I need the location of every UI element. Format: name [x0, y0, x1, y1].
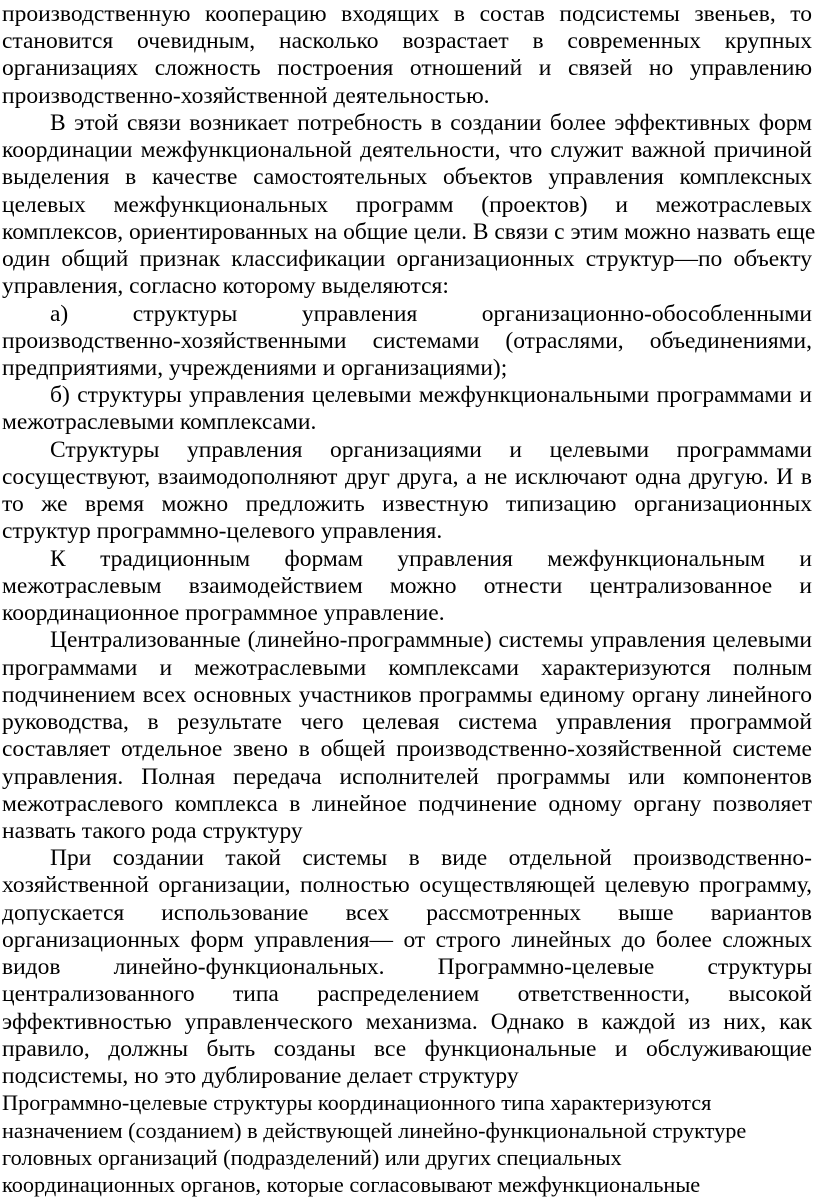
text-line: координационное программное управление. [2, 600, 445, 626]
text-line: б) структуры управления целевыми межфункциональными программами и [50, 382, 812, 408]
text-line: назначением (созданием) в действующей линейно-функциональной структуре [2, 1118, 747, 1143]
text-line: При создании такой системы в виде отдельной производственно- [50, 845, 812, 871]
text-line: правило, должны быть созданы все функциональные и обслуживающие [2, 1036, 812, 1062]
text-line: производственную кооперацию входящих в состав подсистемы звеньев, то [2, 1, 812, 27]
text-line: В этой связи возникает потребность в создании более эффективных форм [50, 110, 812, 136]
text-line: межотраслевого комплекса в линейное подчинение одному органу позволяет [2, 791, 812, 817]
text-line: подчинением всех основных участников программы единому органу линейного [2, 682, 812, 708]
text-line: комплексов, ориентированных на общие цели. В связи с этим можно назвать еще [2, 219, 816, 245]
text-line: производственно-хозяйственной деятельностью. [2, 83, 490, 109]
text-line: Структуры управления организациями и целевыми программами [50, 437, 812, 463]
text-line: выделения в качестве самостоятельных объектов управления комплексных [2, 164, 812, 190]
text-line: межотраслевыми комплексами. [2, 409, 317, 435]
text-line: управления. Полная передача исполнителей программы или компонентов [2, 764, 812, 790]
text-line: структур программно-целевого управления. [2, 518, 443, 544]
text-line: Программно-целевые структуры координационного типа характеризуются [2, 1090, 712, 1115]
text-line: координационных органов, которые согласовывают межфункциональные [2, 1172, 701, 1197]
text-line: межотраслевым взаимодействием можно отнести централизованное и [2, 573, 812, 599]
text-line: видов линейно-функциональных. Программно-целевые структуры [2, 954, 812, 980]
text-line: назвать такого рода структуру [2, 818, 303, 844]
text-line: руководства, в результате чего целевая система управления программой [2, 709, 812, 735]
text-line: управления, согласно которому выделяются: [2, 273, 449, 299]
text-line: эффективностью управленческого механизма. Однако в каждой из них, как [2, 1009, 812, 1035]
text-line: сосуществуют, взаимодополняют друг друга, а не исключают одна другую. И в [2, 464, 812, 490]
text-line: целевых межфункциональных программ (проектов) и межотраслевых [2, 192, 812, 218]
text-line: централизованного типа распределением ответственности, высокой [2, 981, 812, 1007]
text-line: а) структуры управления организационно-обособленными [50, 301, 812, 327]
text-line: составляет отдельное звено в общей производственно-хозяйственной системе [2, 736, 812, 762]
text-line: программами и межотраслевыми комплексами характеризуются полным [2, 655, 812, 681]
text-line: К традиционным формам управления межфункциональным и [50, 546, 812, 572]
text-line: организационных форм управления— от строго линейных до более сложных [2, 927, 812, 953]
text-line: головных организаций (подразделений) или других специальных [2, 1145, 622, 1170]
text-line: производственно-хозяйственными системами (отраслями, объединениями, [2, 328, 812, 354]
text-line: координации межфункциональной деятельности, что служит важной причиной [2, 137, 812, 163]
text-line: организациях сложность построения отношений и связей но управлению [2, 55, 812, 81]
text-line: то же время можно предложить известную типизацию организационных [2, 491, 812, 517]
text-line: подсистемы, но это дублирование делает структуру [2, 1063, 519, 1089]
text-line: Централизованные (линейно-программные) системы управления целевыми [50, 627, 812, 653]
text-line: становится очевидным, насколько возрастает в современных крупных [2, 28, 812, 54]
text-line: допускается использование всех рассмотренных выше вариантов [2, 900, 812, 926]
text-line: хозяйственной организации, полностью осуществляющей целевую программу, [2, 872, 812, 898]
text-line: один общий признак классификации организационных структур—по объекту [2, 246, 812, 272]
text-line: предприятиями, учреждениями и организациями); [2, 355, 508, 381]
